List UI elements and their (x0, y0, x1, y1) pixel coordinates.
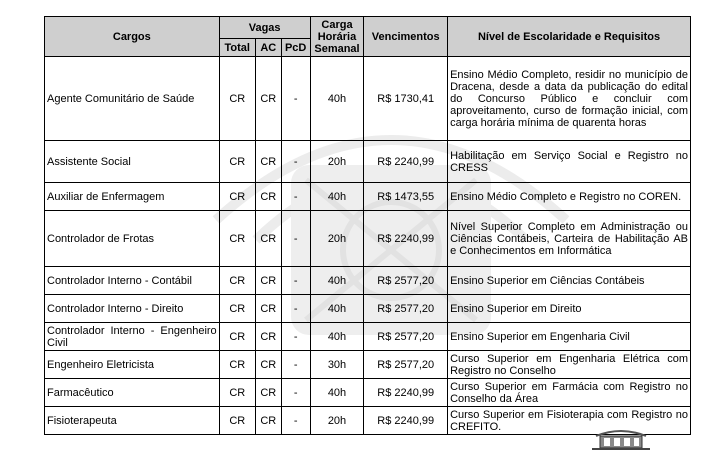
total-cell: CR (219, 351, 255, 379)
carga-cell: 30h (310, 351, 364, 379)
table-row (45, 57, 691, 141)
header-vagas: Vagas (219, 17, 310, 39)
table-row (45, 379, 691, 407)
carga-cell: 40h (310, 267, 364, 295)
header-ac: AC (255, 39, 281, 57)
table-row (45, 141, 691, 183)
table-row (45, 183, 691, 211)
carga-cell: 40h (310, 295, 364, 323)
ac-cell: CR (255, 323, 281, 351)
pcd-cell: - (281, 57, 310, 141)
pcd-cell: - (281, 267, 310, 295)
total-cell: CR (219, 323, 255, 351)
vencimento-cell: R$ 2577,20 (364, 323, 448, 351)
carga-cell: 20h (310, 141, 364, 183)
requisitos-cell: Nível Superior Completo em Administração ou Ciências Contábeis, Carteira de Habilitação AB e Conhecimentos em Informática (448, 211, 691, 267)
total-cell: CR (219, 141, 255, 183)
ac-cell: CR (255, 141, 281, 183)
carga-cell: 40h (310, 183, 364, 211)
pcd-cell: - (281, 379, 310, 407)
ac-cell: CR (255, 379, 281, 407)
ac-cell: CR (255, 57, 281, 141)
cargo-cell: Controlador Interno - Contábil (45, 267, 220, 295)
pcd-cell: - (281, 295, 310, 323)
pcd-cell: - (281, 183, 310, 211)
total-cell: CR (219, 57, 255, 141)
header-total: Total (219, 39, 255, 57)
ac-cell: CR (255, 295, 281, 323)
requisitos-cell: Curso Superior em Fisioterapia com Registro no CREFITO. (448, 407, 691, 435)
header-nivel-escolaridade: Nível de Escolaridade e Requisitos (448, 17, 691, 57)
cargo-cell: Controlador Interno - Direito (45, 295, 220, 323)
total-cell: CR (219, 295, 255, 323)
vencimento-cell: R$ 2577,20 (364, 351, 448, 379)
vencimento-cell: R$ 2240,99 (364, 211, 448, 267)
carga-cell: 40h (310, 323, 364, 351)
vencimento-cell: R$ 2240,99 (364, 141, 448, 183)
ac-cell: CR (255, 407, 281, 435)
total-cell: CR (219, 211, 255, 267)
table-row (45, 211, 691, 267)
requisitos-cell: Curso Superior em Farmácia com Registro no Conselho da Área (448, 379, 691, 407)
header-cargos: Cargos (45, 17, 220, 57)
pcd-cell: - (281, 141, 310, 183)
requisitos-cell: Ensino Médio Completo e Registro no COREN. (448, 183, 691, 211)
cargo-cell: Farmacêutico (45, 379, 220, 407)
carga-cell: 40h (310, 379, 364, 407)
vencimento-cell: R$ 2240,99 (364, 407, 448, 435)
pcd-cell: - (281, 211, 310, 267)
municipal-seal-icon (590, 428, 652, 451)
requisitos-cell: Habilitação em Serviço Social e Registro no CRESS (448, 141, 691, 183)
vencimento-cell: R$ 1473,55 (364, 183, 448, 211)
pcd-cell: - (281, 323, 310, 351)
carga-cell: 20h (310, 407, 364, 435)
vencimento-cell: R$ 2577,20 (364, 295, 448, 323)
header-pcd: PcD (281, 39, 310, 57)
requisitos-cell: Ensino Superior em Engenharia Civil (448, 323, 691, 351)
pcd-cell: - (281, 407, 310, 435)
cargo-cell: Controlador Interno - Engenheiro Civil (45, 323, 220, 351)
header-carga-horaria: Carga Horária Semanal (310, 17, 364, 57)
cargos-table (44, 16, 691, 435)
ac-cell: CR (255, 267, 281, 295)
requisitos-cell: Ensino Superior em Direito (448, 295, 691, 323)
cargo-cell: Assistente Social (45, 141, 220, 183)
ac-cell: CR (255, 211, 281, 267)
cargo-cell: Controlador de Frotas (45, 211, 220, 267)
header-vencimentos: Vencimentos (364, 17, 448, 57)
cargo-cell: Agente Comunitário de Saúde (45, 57, 220, 141)
requisitos-cell: Ensino Superior em Ciências Contábeis (448, 267, 691, 295)
table-row (45, 267, 691, 295)
cargo-cell: Engenheiro Eletricista (45, 351, 220, 379)
total-cell: CR (219, 407, 255, 435)
cargo-cell: Auxiliar de Enfermagem (45, 183, 220, 211)
vencimento-cell: R$ 2577,20 (364, 267, 448, 295)
table-row (45, 323, 691, 351)
total-cell: CR (219, 267, 255, 295)
ac-cell: CR (255, 351, 281, 379)
requisitos-cell: Curso Superior em Engenharia Elétrica com Registro no Conselho (448, 351, 691, 379)
requisitos-cell: Ensino Médio Completo, residir no município de Dracena, desde a data da publicação do edital do Concurso Público e concluir com aproveitamento, curso de formação inicial, com carga horária mínima de quarenta horas (448, 57, 691, 141)
vencimento-cell: R$ 2240,99 (364, 379, 448, 407)
cargo-cell: Fisioterapeuta (45, 407, 220, 435)
table-row (45, 351, 691, 379)
total-cell: CR (219, 183, 255, 211)
vencimento-cell: R$ 1730,41 (364, 57, 448, 141)
ac-cell: CR (255, 183, 281, 211)
carga-cell: 20h (310, 211, 364, 267)
pcd-cell: - (281, 351, 310, 379)
carga-cell: 40h (310, 57, 364, 141)
total-cell: CR (219, 379, 255, 407)
table-row (45, 295, 691, 323)
